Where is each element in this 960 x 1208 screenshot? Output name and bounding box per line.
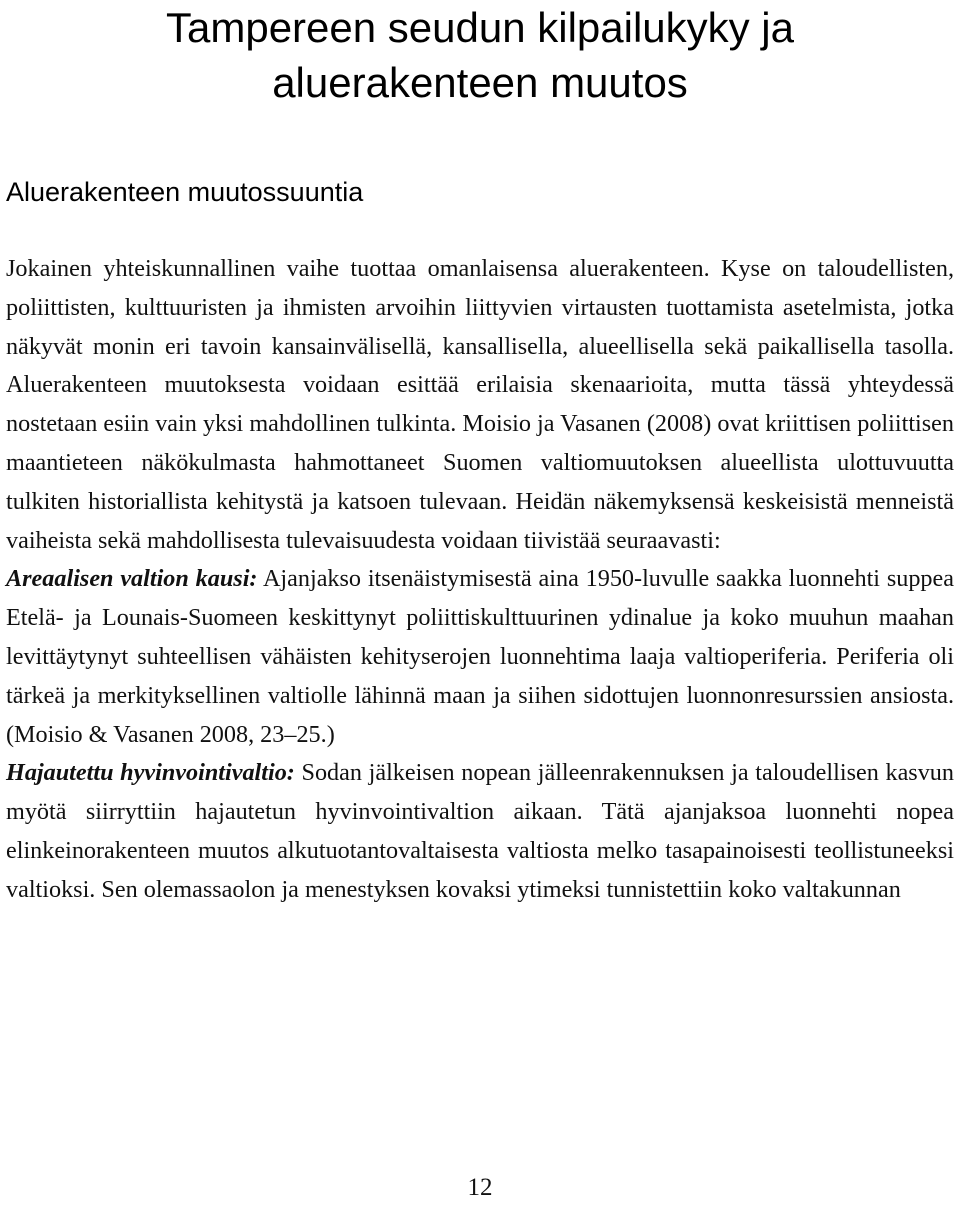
title-line-1: Tampereen seudun kilpailukyky ja [165, 4, 794, 51]
body-text [6, 250, 954, 910]
page-number: 12 [467, 1174, 493, 1201]
paragraph-welfare-state-text: Sodan jälkeisen nopean jälleenrakennuksen ja taloudellisen kasvun myötä siirryttiin hajautetun hyvinvointivaltion aikaan. Tätä ajanjaksoa luonnehti nopea elinkeinorakenteen muutos alkutuotantovaltaisesta valtiosta melko tasapainoisesti teollistuneeksi valtioksi. Sen olemassaolon ja menestyksen kovaksi ytimeksi tunnistettiin koko valtakunnan [6, 759, 954, 903]
section-heading: Aluerakenteen muutossuuntia [6, 177, 364, 207]
page-title [0, 0, 960, 110]
term-welfare-state: Hajautettu hyvinvointivaltio: [6, 759, 295, 787]
paragraph-intro: Jokainen yhteiskunnallinen vaihe tuottaa omanlaisensa aluerakenteen. Kyse on taloudellisten, poliittisten, kulttuuristen ja ihmisten arvoihin liittyvien virtausten tuottamista asetelmista, jotka näkyvät monin eri tavoin kansainvälisellä, kansallisella, alueellisella sekä paikallisella tasolla. Aluerakenteen muutoksesta voidaan esittää erilaisia skenaarioita, mutta tässä yhteydessä nostetaan esiin vain yksi mahdollinen tulkinta. Moisio ja Vasanen (2008) ovat kriittisen poliittisen maantieteen näkökulmasta hahmottaneet Suomen valtiomuutoksen alueellista ulottuvuutta tulkiten historiallista kehitystä ja katsoen tulevaan. Heidän näkemyksensä keskeisistä menneistä vaiheista sekä mahdollisesta tulevaisuudesta voidaan tiivistää seuraavasti: [6, 255, 954, 554]
title-line-2: aluerakenteen muutos [272, 59, 688, 106]
paragraph-areal-state-text: Ajanjakso itsenäistymisestä aina 1950-luvulle saakka luonnehti suppea Etelä- ja Lounais-Suomeen keskittynyt poliittiskulttuurinen ydinalue ja koko muuhun maahan levittäytynyt suhteellisen vähäisten kehityserojen luonnehtima laaja valtioperiferia. Periferia oli tärkeä ja merkityksellinen valtiolle lähinnä maan ja siihen sidottujen luonnonresurssien ansiosta. (Moisio & Vasanen 2008, 23–25.) [6, 565, 954, 748]
term-areal-state: Areaalisen valtion kausi: [6, 565, 258, 593]
paragraph-welfare-state [6, 754, 954, 909]
paragraph-areal-state [6, 560, 954, 754]
